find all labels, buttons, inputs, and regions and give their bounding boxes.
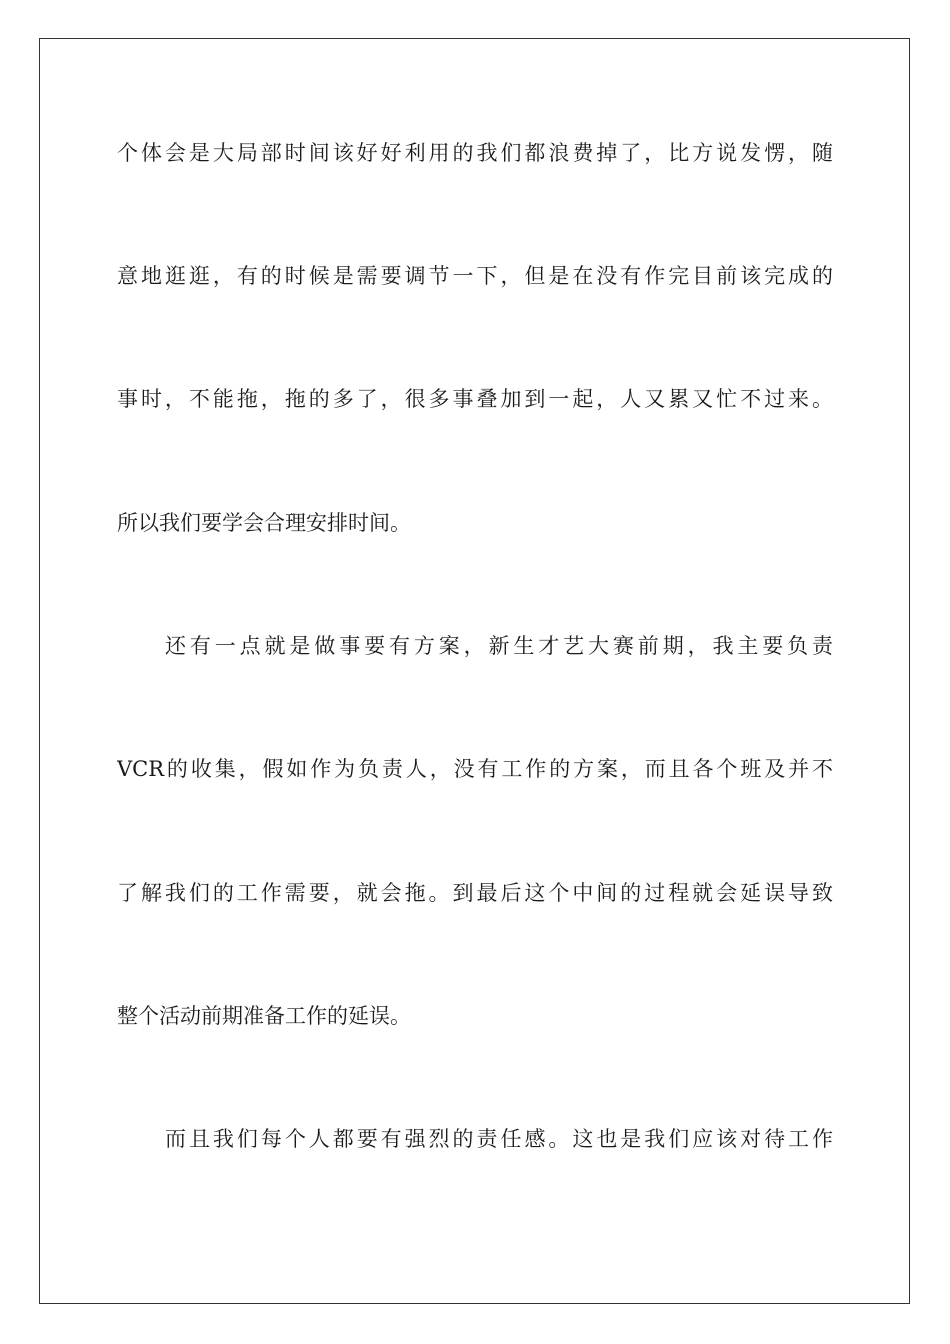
text-line-4: 所以我们要学会合理安排时间。 [117,511,411,535]
text-line-7: 了解我们的工作需要，就会拖。到最后这个中间的过程就会延误导致 [117,881,833,905]
text-line-2: 意地逛逛，有的时候是需要调节一下，但是在没有作完目前该完成的 [117,264,833,288]
text-line-8: 整个活动前期准备工作的延误。 [117,1004,411,1028]
paragraph-start-line: 还有一点就是做事要有方案，新生才艺大赛前期，我主要负责 [165,634,833,658]
text-line-3: 事时，不能拖，拖的多了，很多事叠加到一起，人又累又忙不过来。 [117,387,833,411]
text-line-6: VCR的收集，假如作为负责人，没有工作的方案，而且各个班及并不 [117,757,833,781]
paragraph-start-line: 而且我们每个人都要有强烈的责任感。这也是我们应该对待工作 [165,1127,833,1151]
page-border [39,38,910,1304]
text-line-1: 个体会是大局部时间该好好利用的我们都浪费掉了，比方说发愣，随 [117,141,833,165]
